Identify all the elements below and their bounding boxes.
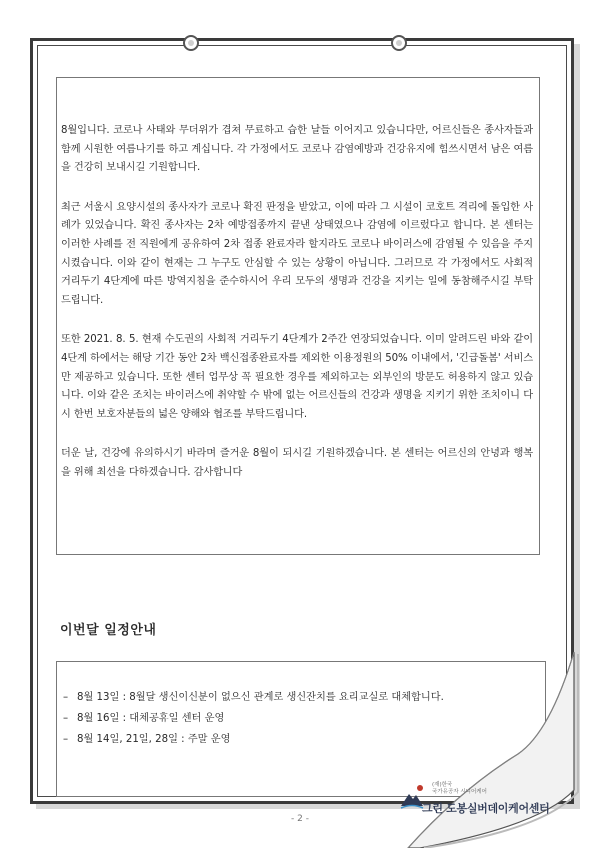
schedule-item-text: 8월 16일 : 대체공휴일 센터 운영 (77, 713, 225, 724)
schedule-bullet: – (63, 692, 69, 703)
letter-paragraph: 8월입니다. 코로나 사태와 무더위가 겹쳐 무료하고 습한 날들 이어지고 있습니다만, 어르신들은 종사자들과 함께 시원한 여름나기를 하고 계십니다. 각 가정에서도 코로나 감염예방과 건강유지에 힘쓰시면서 남은 여름을 건강히 보내시길 기원합니다. (61, 125, 533, 174)
letter-paragraph: 더운 날, 건강에 유의하시기 바라며 즐거운 8월이 되시길 기원하겠습니다. 본 센터는 어르신의 안녕과 행복을 위해 최선을 다하겠습니다. 감사합니다 (61, 448, 533, 478)
schedule-bullet: – (63, 734, 69, 745)
letter-box (56, 77, 540, 555)
schedule-item-text: 8월 14일, 21일, 28일 : 주말 운영 (77, 734, 231, 745)
page-number: - 2 - (291, 814, 309, 824)
schedule-bullet: – (63, 713, 69, 724)
binder-ring-icon (388, 32, 410, 54)
logo-name: 그린 도봉실버데이케어센터 (422, 802, 550, 815)
logo-subtitle-line: 국가유공자 시니어케어 (432, 789, 487, 795)
schedule-item-text: 8월 13일 : 8월달 생신이신분이 없으신 관계로 생신잔치를 요리교실로 대체합니다. (77, 692, 444, 703)
schedule-title: 이번달 일정안내 (60, 623, 157, 638)
logo-mountain-icon (400, 784, 424, 810)
logo-subtitle (432, 782, 487, 796)
letter-paragraph: 또한 2021. 8. 5. 현재 수도권의 사회적 거리두기 4단계가 2주간 연장되었습니다. 이미 알려드린 바와 같이 4단계 하에서는 해당 기간 동안 2차 백신접종완료자를 제외한 이용정원의 50% 이내에서, '긴급돌봄' 서비스만 제공하고 있습니다. 또한 센터 업무상 꼭 필요한 경우를 제외하고는 외부인의 방문도 허용하지 않고 있습니다. 이와 같은 조치는 바이러스에 취약할 수 밖에 없는 어르신들의 건강과 생명을 지키기 위한 조치이니 다시 한번 보호자분들의 넓은 양해와 협조를 부탁드립니다. (61, 334, 533, 420)
logo-subtitle-line: (재)한국 (432, 782, 453, 788)
binder-ring-icon (180, 32, 202, 54)
center-logo (398, 778, 558, 818)
letter-paragraph: 최근 서울시 요양시설의 종사자가 코로나 확진 판정을 받았고, 이에 따라 그 시설이 코호트 격리에 돌입한 사례가 있었습니다. 확진 종사자는 2차 예방접종까지 끝낸 상태였으나 감염에 이르렀다고 합니다. 본 센터는 이러한 사례를 전 직원에게 공유하여 2차 접종 완료자라 할지라도 코로나 바이러스에 감염될 수 있음을 주지시켰습니다. 이와 같이 현재는 그 누구도 안심할 수 있는 상황이 아닙니다. 그러므로 각 가정에서도 사회적 거리두기 4단계에 따른 방역지침을 준수하시어 우리 모두의 생명과 건강을 지키는 일에 동참해주시길 부탁드립니다. (61, 201, 533, 306)
